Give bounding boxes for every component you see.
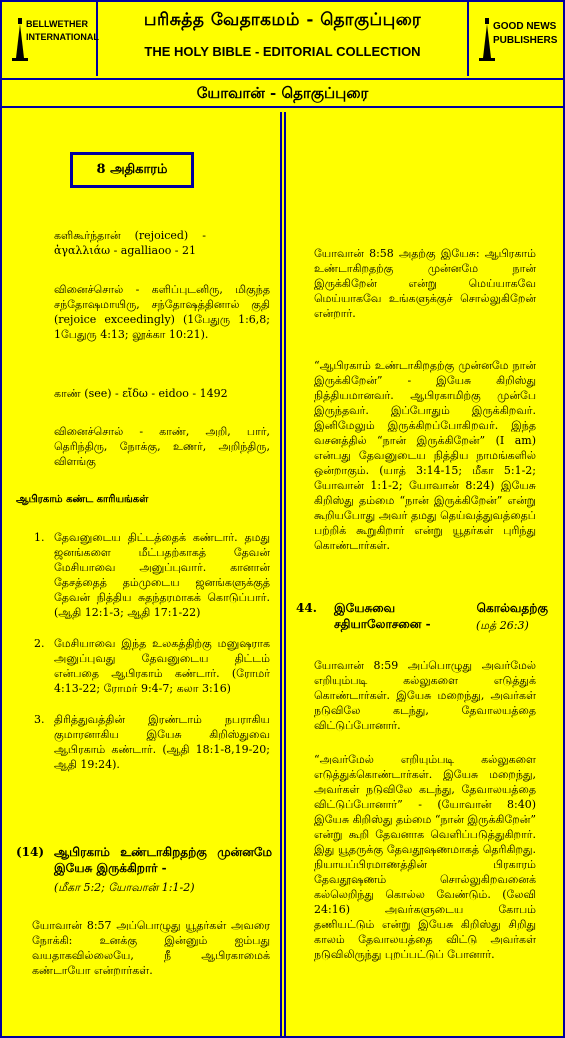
list-item-text: மேசியாவை இந்த உலகத்திற்கு மனுஷராக அனுப்புவது தேவனுடைய திட்டம் என்பதை ஆபிரகாம் கண்டார். (ரோமர் 4:13-22; ரோமர் 9:4-7; கலா 3:16) [54, 637, 270, 695]
bellwether-logo-line2: INTERNATIONAL [26, 32, 99, 42]
good-news-logo-line1: GOOD NEWS [493, 21, 557, 32]
section-44-title: இயேசுவை கொல்வதற்கு சதியாலோசனை - [334, 601, 548, 631]
list-item-text: தேவனுடைய திட்டத்தைக் கண்டார். தமது ஜனங்களை மீட்பதற்காகத் தேவன் மேசியாவை அனுப்புவார். கானான் தேசத்தைத் தம்முடைய ஜனங்களுக்குத் தேவன் நித்திய சுதந்தரமாகக் கொடுப்பார். (ஆதி 12:1-3; ஆதி 17:1-22) [54, 531, 270, 619]
list-item-number: 3. [34, 713, 45, 726]
list-item-number: 1. [34, 531, 45, 544]
abraham-saw-list [34, 530, 270, 788]
section-44-number: 44. [296, 601, 317, 615]
good-news-logo-box [467, 2, 563, 76]
left-column [2, 112, 282, 1036]
book-title-bar: யோவான் - தொகுப்புரை [2, 78, 563, 108]
section-title-abraham-saw: ஆபிரகாம் கண்ட காரியங்கள் [16, 494, 149, 505]
commentary-i-am: “ஆபிரகாம் உண்டாகிறதற்கு முன்னமே நான் இருக்கிறேன்” - இயேசு கிறிஸ்து நித்தியமானவர். ஆபிரகாமிற்கு முன்பே இருந்தவர். இப்போதும் இருக்கிறவர். இனிமேலும் இருக்கிறப்போகிறவர். இந்த வசனத்தில் “நான் இருக்கிறேன்” (I am) என்பது தேவனுடைய நித்திய நாமங்களில் ஒன்றாகும். (யாத் 3:14-15; மீகா 5:1-2; யோவான் 1:1-2; யோவான் 8:24) இயேசு கிறிஸ்து தம்மை “நான் இருக்கிறேன்” என்று கூறியபோது அவர் தமது தெய்வத்துவத்தைப் பற்றிக் கூறுகிறார் என்று யூதர்கள் புரிந்து கொண்டார்கள். [314, 359, 536, 552]
title-tamil: பரிசுத்த வேதாகமம் - தொகுப்புரை [143, 10, 422, 30]
bellwether-logo-line1: BELLWETHER [26, 19, 88, 29]
section-14-heading [16, 844, 272, 884]
list-item-number: 2. [34, 637, 45, 650]
list-item [34, 712, 270, 772]
word-entry-rejoiced [54, 228, 270, 258]
section-14-title: ஆபிரகாம் உண்டாகிறதற்கு முன்னமே இயேசு இருக்கிறார் - [54, 845, 272, 875]
title-english: THE HOLY BIBLE - EDITORIAL COLLECTION [144, 44, 421, 59]
section-14-reference: (மீகா 5:2; யோவான் 1:1-2) [54, 881, 195, 894]
chapter-heading: 8 அதிகாரம் [70, 152, 194, 188]
header-title-area [98, 2, 467, 76]
list-item-text: திரித்துவத்தின் இரண்டாம் நபராகிய குமாரனாகிய இயேசு கிறிஸ்துவை ஆபிரகாம் கண்டார். (ஆதி 18:1-8,19-20; ஆதி 19:24). [54, 713, 270, 771]
verse-john-8-57: யோவான் 8:57 அப்பொழுது யூதர்கள் அவரை நோக்கி: உனக்கு இன்னும் ஐம்பது வயதாகவில்லையே, நீ ஆபிரகாமைக் கண்டாயோ என்றார்கள். [32, 919, 270, 977]
verb-definition-rejoice: வினைச்சொல் - களிப்புடனிரு, மிகுந்த சந்தோஷமாயிரு, சந்தோஷத்தினால் குதி (rejoice exceedingly) (1பேதுரு 1:6,8; 1பேதுரு 4:13; லூக்கா 10:21). [54, 283, 270, 341]
list-item [34, 530, 270, 620]
section-14-number: (14) [16, 845, 45, 859]
verse-john-8-58: யோவான் 8:58 அதற்கு இயேசு: ஆபிரகாம் உண்டாகிறதற்கு முன்னமே நான் இருக்கிறேன் என்று மெய்யாகவே மெய்யாகவே உங்களுக்குச் சொல்லுகிறேன் என்றார். [314, 247, 536, 320]
header [2, 2, 563, 78]
commentary-stoning: “அவர்மேல் எறியும்படி கல்லுகளை எடுத்துக்கொண்டார்கள். இயேசு மறைந்து, அவர்கள் நடுவிலே கடந்து, தேவாலயத்தை விட்டுப்போனார்” - (யோவான் 8:40) இயேசு கிறிஸ்து தம்மை “நான் இருக்கிறேன்” என்று கூறி தேவனாக வெளிப்படுத்துகிறார். இது யூதருக்கு தேவதூஷணமாகத் தெரிகிறது. நியாயப்பிரமாணத்தின் பிரகாரம் தேவதூஷணம் சொல்லுகிறவனைக் கல்லெறிந்து கொல்ல வேண்டும். (லேவி 24:16) அவர்களுடைய கோபம் தணியட்டும் என்று இயேசு கிறிஸ்து சிறிது காலம் தேவாலயத்தை விட்டு அவர்கள் நடுவிலிருந்து புறப்பட்டுப் போனார். [314, 753, 536, 961]
verse-john-8-59: யோவான் 8:59 அப்பொழுது அவர்மேல் எறியும்படி கல்லுகளை எடுத்துக் கொண்டார்கள். இயேசு மறைந்து, அவர்கள் நடுவிலே கடந்து, தேவாலயத்தை விட்டுப்போனார். [314, 659, 536, 732]
word-entry-see: காண் (see) - εἴδω - eidoo - 1492 [54, 387, 228, 400]
bellwether-logo-box [2, 2, 98, 76]
word-entry-rejoiced-line2: ἀγαλλιάω - agalliaoo - 21 [54, 244, 197, 257]
good-news-logo-line2: PUBLISHERS [493, 35, 558, 46]
section-44-reference: (மத் 26:3) [476, 619, 529, 632]
verb-definition-see: வினைச்சொல் - காண், அறி, பார், தெரிந்திரு, நோக்கு, உணர், அறிந்திரு, விளங்கு [54, 425, 270, 468]
list-item [34, 636, 270, 696]
word-entry-rejoiced-line1: களிகூர்ந்தான் (rejoiced) - [54, 229, 206, 242]
right-column [284, 112, 563, 1036]
